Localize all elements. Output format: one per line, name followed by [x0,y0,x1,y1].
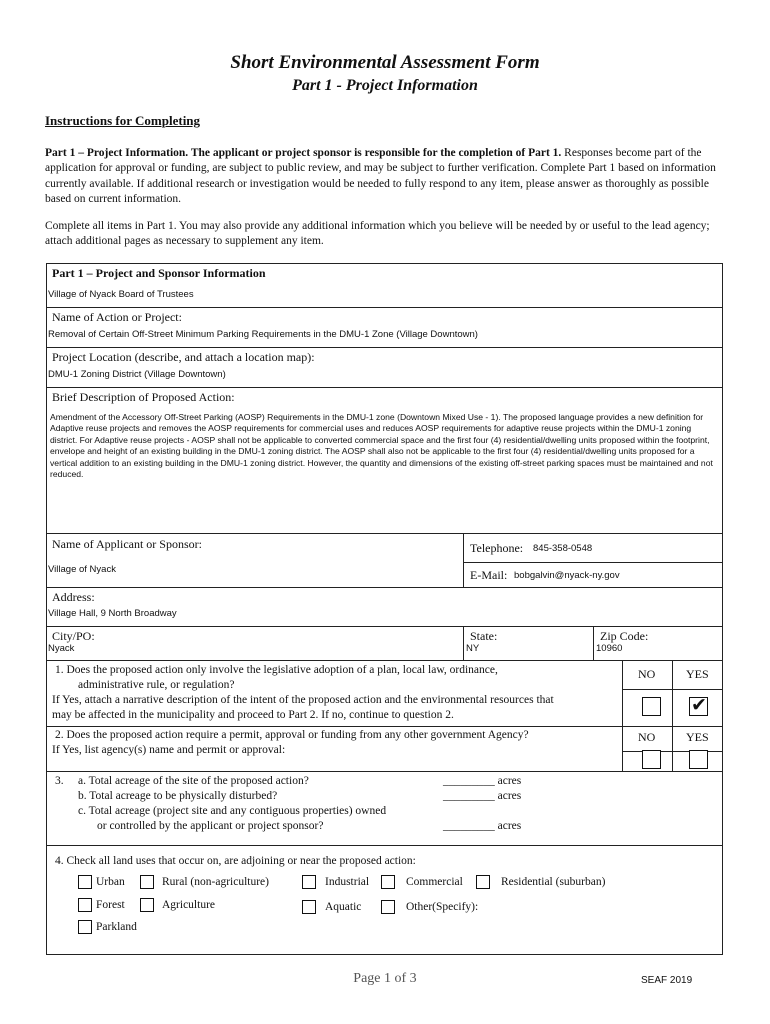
urban-checkbox[interactable] [78,875,92,889]
row-divider [46,771,723,772]
row-divider [46,626,723,627]
instructions-paragraph-1 [45,146,725,207]
zip-label: Zip Code: [600,629,649,643]
q3-c-line-1: c. Total acreage (project site and any contiguous properties) owned [78,805,387,817]
instructions-paragraph-1-lead: Part 1 – Project Information. The applicant or project sponsor is responsible for the completion of Part 1. [45,147,562,159]
telephone-field[interactable]: 845-358-0548 [533,543,593,554]
row-divider [46,307,723,308]
zip-field[interactable]: 10960 [596,643,623,654]
q2-no-checkbox[interactable] [642,750,661,769]
state-field[interactable]: NY [466,643,480,654]
column-divider [622,660,623,771]
form-title: Short Environmental Assessment Form [230,52,540,73]
q3-a: a. Total acreage of the site of the proposed action? [78,775,309,787]
commercial-label: Commercial [406,876,463,888]
city-field[interactable]: Nyack [48,643,75,654]
q3-b: b. Total acreage to be physically disturbed? [78,790,278,802]
section-title: Part 1 – Project and Sponsor Information [52,266,266,280]
q2-no-label: NO [638,730,656,744]
q3-b-acres-field[interactable]: _________ acres [443,790,522,802]
city-label: City/PO: [52,629,95,643]
q1-no-label: NO [638,667,656,681]
check-mark-icon: ✔ [691,694,707,716]
parkland-label: Parkland [96,921,137,933]
q1-no-checkbox[interactable] [642,697,661,716]
applicant-field[interactable]: Village of Nyack [48,564,116,575]
instructions-paragraph-2: Complete all items in Part 1. You may also provide any additional information which you believe will be needed by or useful to the lead agency; attach additional pages as necessary to supplement any item. [45,220,710,248]
q1-line-3: If Yes, attach a narrative description of the intent of the proposed action and the environmental resources that [52,694,554,706]
residential-label: Residential (suburban) [501,876,606,888]
column-divider [593,626,594,660]
action-name-field[interactable]: Removal of Certain Off-Street Minimum Parking Requirements in the DMU-1 Zone (Village Downtown) [48,329,478,340]
q1-yes-label: YES [686,667,709,681]
instructions-heading: Instructions for Completing [45,113,201,128]
other-label: Other(Specify): [406,901,479,913]
applicant-label: Name of Applicant or Sponsor: [52,537,202,551]
brief-description-field[interactable]: Amendment of the Accessory Off-Street Parking (AOSP) Requirements in the DMU-1 zone (Downtown Mixed Use - 1). The proposed language provides a new definition for Adaptive reuse projects and removes the AOSP requirements for commercial uses and reduces AOSP requirements for adaptive reuse projects within the DMU-1 zoning district. For Adaptive reuse projects - AOSP shall not be applicable to converted commercial space and the first four (4) residential/dwelling units proposed within the footprint, envelope and height of an existing building in the DMU-1 zoning district. The AOSP shall also not be applicable to the first four (4) residential/dwelling units proposed for a vertical addition to an existing building in the DMU-1 zoning district. However, the quantity and dimensions of the existing off-street parking spaces must be maintained and not reduced. [50,412,713,480]
agriculture-label: Agriculture [162,899,216,911]
column-divider [463,626,464,660]
telephone-label: Telephone: [470,541,524,555]
sponsor-value[interactable]: Village of Nyack Board of Trustees [48,289,194,300]
q2-line-2: If Yes, list agency(s) name and permit or approval: [52,744,286,756]
row-divider [46,347,723,348]
row-divider [46,845,723,846]
email-field[interactable]: bobgalvin@nyack-ny.gov [514,570,620,581]
location-field[interactable]: DMU-1 Zoning District (Village Downtown) [48,369,226,380]
rural-label: Rural (non-agriculture) [162,876,269,888]
q1-line-1: 1. Does the proposed action only involve the legislative adoption of a plan, local law, ordinance, [55,664,498,676]
industrial-checkbox[interactable] [302,875,316,889]
agriculture-checkbox[interactable] [140,898,154,912]
form-subtitle: Part 1 - Project Information [292,77,478,94]
residential-checkbox[interactable] [476,875,490,889]
industrial-label: Industrial [325,876,370,888]
action-name-label: Name of Action or Project: [52,310,182,324]
forest-label: Forest [96,899,125,911]
q3-c-line-2: or controlled by the applicant or project sponsor? [97,820,324,832]
q3-a-acres-field[interactable]: _________ acres [443,775,522,787]
row-divider [46,387,723,388]
row-divider [46,533,723,534]
row-divider [46,587,723,588]
q2-yes-checkbox[interactable] [689,750,708,769]
urban-label: Urban [96,876,125,888]
column-divider [463,533,464,587]
aquatic-label: Aquatic [325,901,362,913]
rural-checkbox[interactable] [140,875,154,889]
location-label: Project Location (describe, and attach a location map): [52,350,315,364]
form-id: SEAF 2019 [641,975,693,986]
forest-checkbox[interactable] [78,898,92,912]
column-divider [672,660,673,771]
commercial-checkbox[interactable] [381,875,395,889]
q3-number: 3. [55,775,64,787]
q2-yes-label: YES [686,730,709,744]
q3-c-acres-field[interactable]: _________ acres [443,820,522,832]
q1-line-2: administrative rule, or regulation? [78,679,235,691]
q1-yes-checkbox[interactable] [689,694,708,716]
email-label: E-Mail: [470,568,508,582]
other-checkbox[interactable] [381,900,395,914]
address-label: Address: [52,590,95,604]
state-label: State: [470,629,498,643]
instructions-paragraph-1-body: Responses become part of the application for approval or funding, are subject to public review, and may be subject to further verification. Complete Part 1 based on information currently available. If additional research or investigation would be needed to fully respond to any item, please answer as thoroughly as possible based on current information. [45,147,716,205]
page-number: Page 1 of 3 [353,971,417,986]
brief-description-label: Brief Description of Proposed Action: [52,390,235,404]
address-field[interactable]: Village Hall, 9 North Broadway [48,608,177,619]
q2-line-1: 2. Does the proposed action require a permit, approval or funding from any other government Agency? [55,729,529,741]
q1-line-4: may be affected in the municipality and proceed to Part 2. If no, continue to question 2. [52,709,454,721]
q4-question: 4. Check all land uses that occur on, are adjoining or near the proposed action: [55,855,416,867]
aquatic-checkbox[interactable] [302,900,316,914]
row-divider [463,562,723,563]
parkland-checkbox[interactable] [78,920,92,934]
